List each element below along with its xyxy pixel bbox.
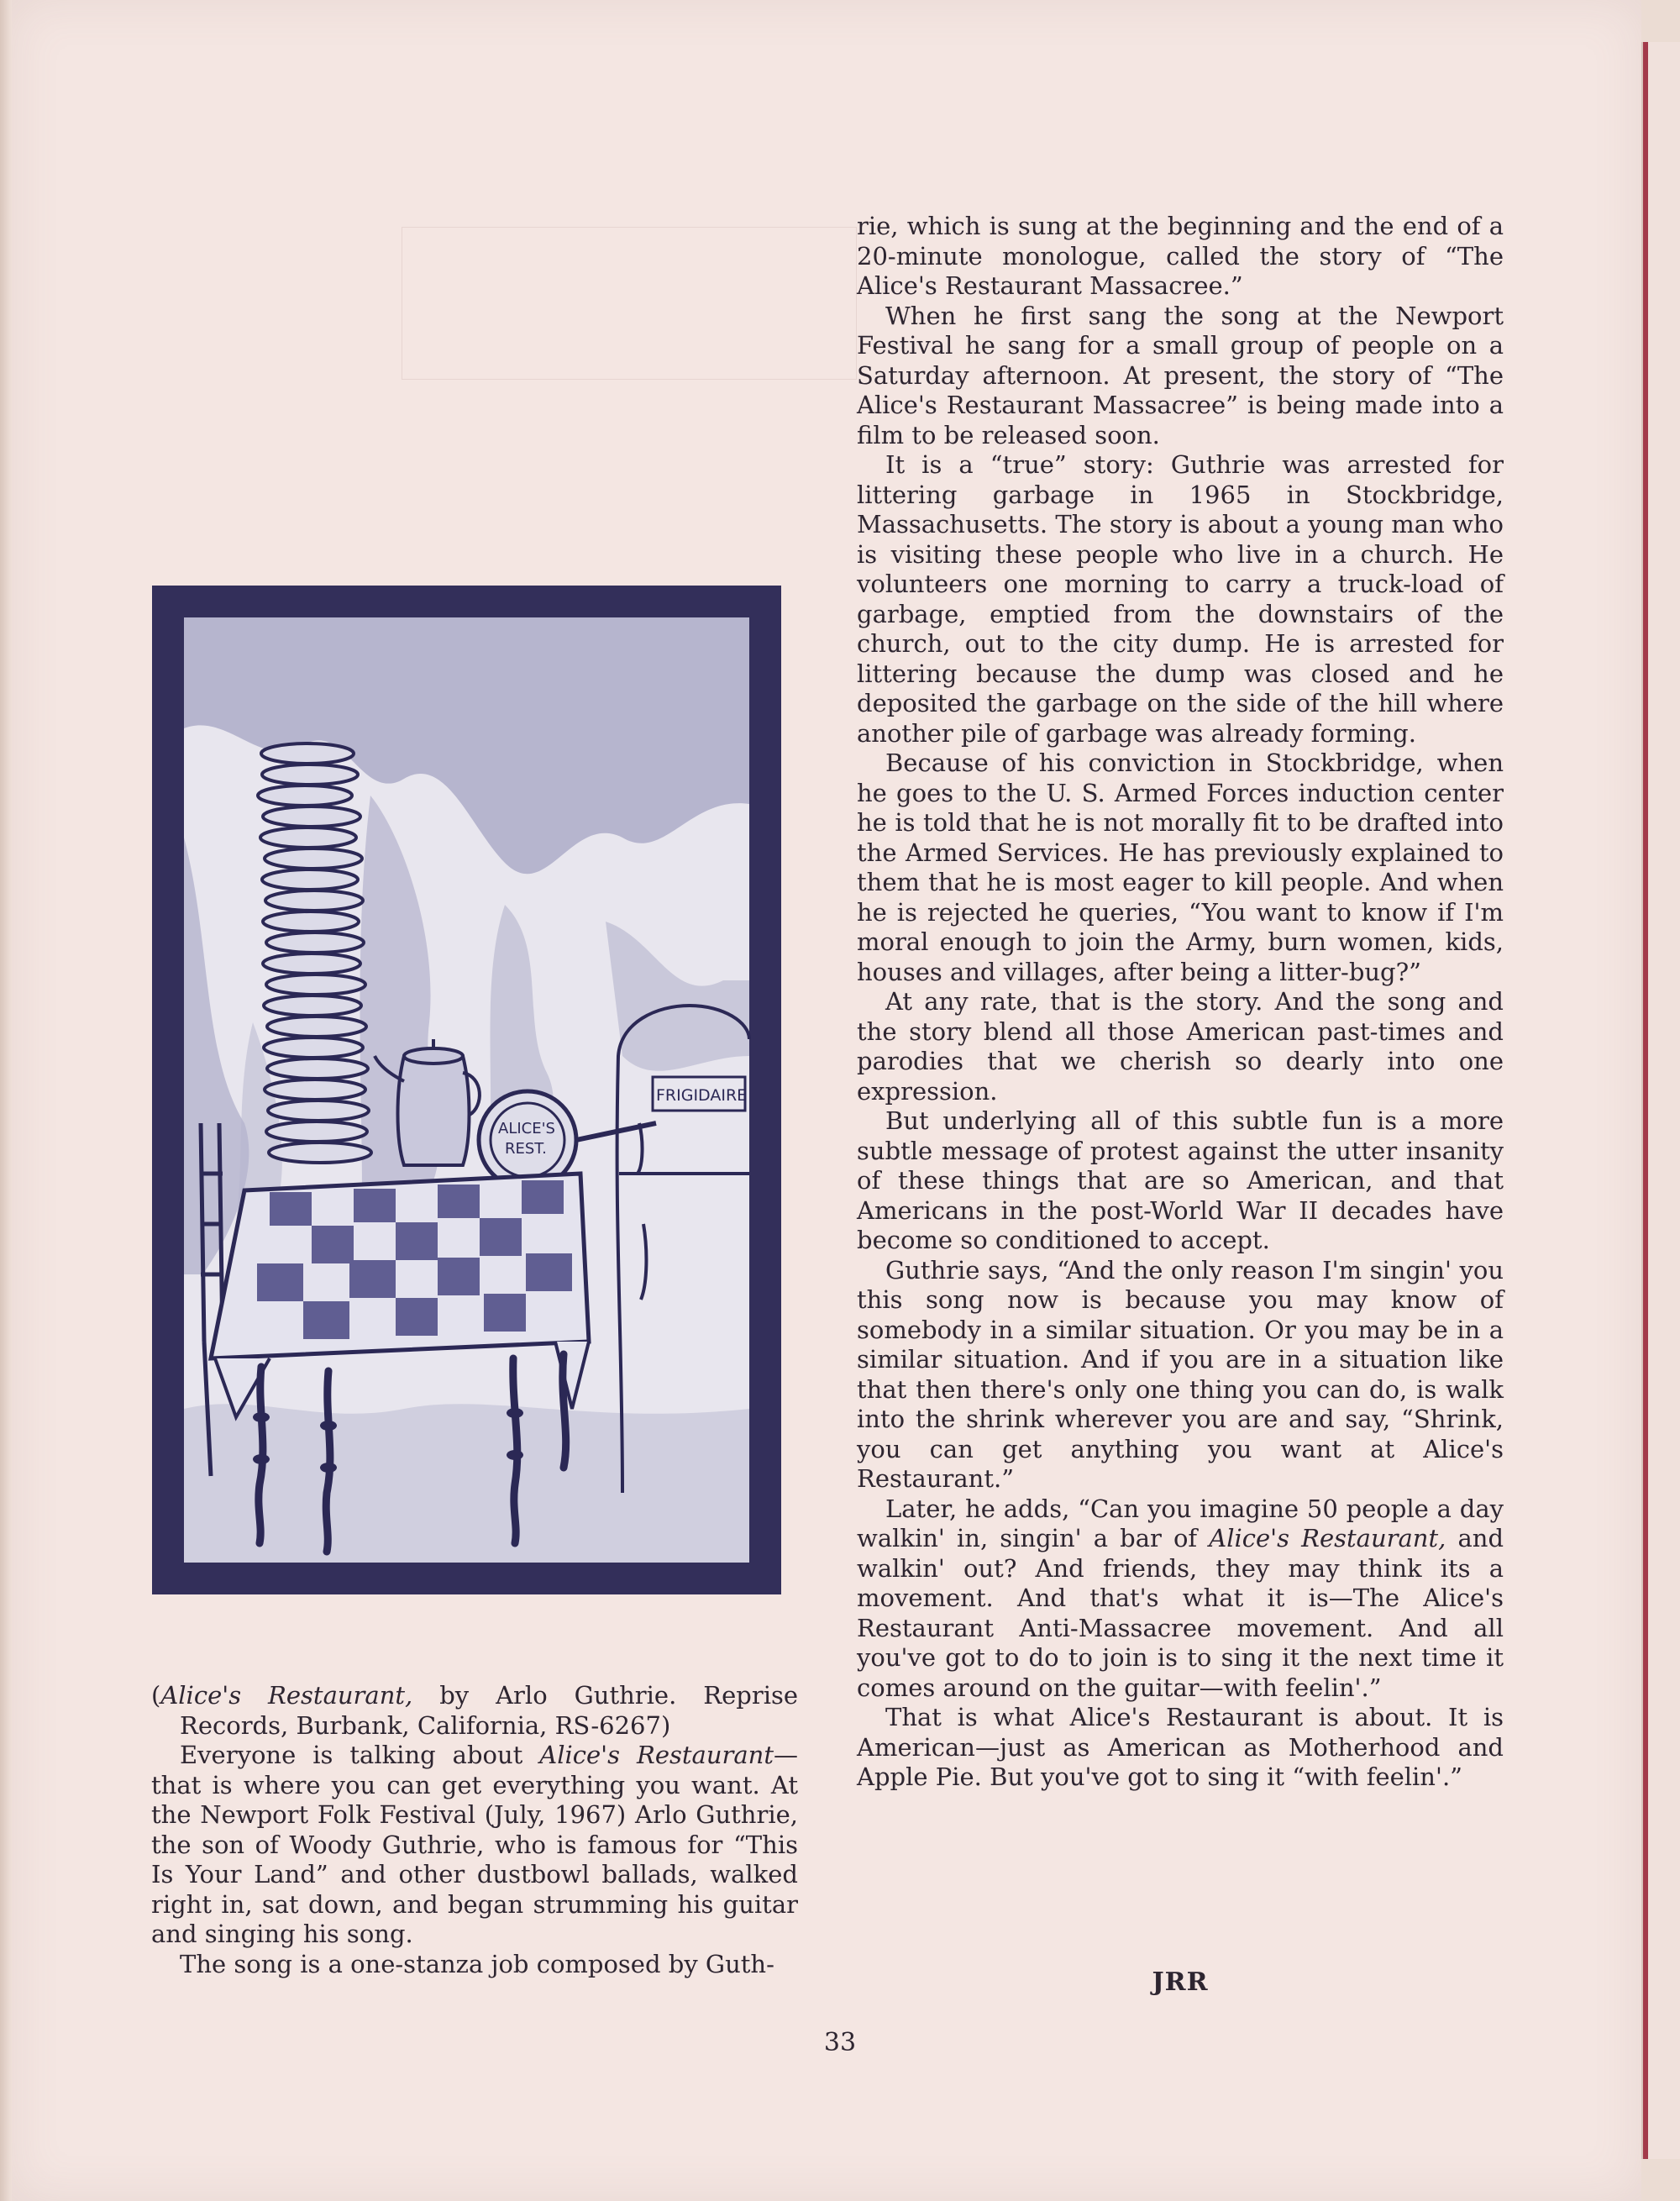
- paragraph-conclusion: That is what Alice's Restaurant is about. It is American—just as American as Motherhood and Apple Pie. But you've got to sing it “with feelin'.”: [857, 1703, 1504, 1791]
- paragraph-continuation: rie, which is sung at the beginning and the end of a 20-minute monologue, called the story of “The Alice's Restaurant Massacree.”: [857, 212, 1504, 300]
- later-text: Later, he adds, “Can you imagine 50 people a day walkin' in, singin' a bar of: [857, 1494, 1504, 1552]
- tin-label-line2: REST.: [505, 1140, 547, 1158]
- later-album-title: Alice's Restaurant,: [1209, 1524, 1446, 1552]
- paragraph-song: The song is a one-stanza job composed by Guth-: [180, 1949, 774, 1978]
- author-signature: JRR: [1152, 1967, 1209, 1997]
- caption-details: by Arlo Guthrie. Reprise Records, Burbank, California, RS-6267): [180, 1681, 799, 1740]
- page-binding-edge: [0, 0, 12, 2201]
- paragraph-guthrie-quote: Guthrie says, “And the only reason I'm singin' you this song now is because you may know of somebody in a similar situation. Or you may be in a similar situation. And if you are in a situation like that then there's only one thing you can do, is walk into the shrink wherever you are and say, “Shrink, you can get anything you want at Alice's Restaurant.”: [857, 1255, 1504, 1493]
- intro-text-rest: —that is where you can get everything you want. At the Newport Folk Festival (July, 1967) Arlo Guthrie, the son of Woody Guthrie, who is famous for “This Is Your Land” and other dustbowl ballads, walked right in, sat down, and began strumming his guitar and singing his song.: [151, 1741, 798, 1948]
- cover-edge: [1643, 42, 1648, 2159]
- review-caption: (Alice's Restaurant, by Arlo Guthrie. Reprise Records, Burbank, California, RS-6267): [151, 1681, 799, 1740]
- paragraph-intro: [151, 1741, 798, 1950]
- paragraph-protest: But underlying all of this subtle fun is a more subtle message of protest against the utter insanity of these things that are so American, and that Americans in the post-World War II decades have become so conditioned to accept.: [857, 1106, 1504, 1254]
- page-number: 33: [823, 2028, 857, 2057]
- later-text-rest: and walkin' out? And friends, they may think its a movement. And that's what it is—The Alice's Restaurant Anti-Massacree movement. And all you've got to do to join is to sing it the next time it comes around on the guitar—with feelin'.”: [857, 1524, 1504, 1702]
- right-column: [857, 212, 1504, 1793]
- fridge-brand-label: FRIGIDAIRE: [656, 1086, 748, 1105]
- paragraph-newport: When he first sang the song at the Newport Festival he sang for a small group of people on a Saturday afternoon. At present, the story of “The Alice's Restaurant Massacree” is being made into a film to be released soon.: [857, 301, 1504, 449]
- paragraph-conviction: Because of his conviction in Stockbridge, when he goes to the U. S. Armed Forces induction center he is told that he is not morally fit to be drafted into the Armed Services. He has previously explained to them that he is most eager to kill people. And when he is rejected he queries, “You want to know if I'm moral enough to join the Army, burn women, kids, houses and villages, after being a litter-bug?”: [857, 749, 1504, 986]
- left-column: [151, 1681, 798, 1979]
- tin-label-line1: ALICE'S: [498, 1120, 555, 1137]
- caption-album-title: Alice's Restaurant,: [160, 1681, 413, 1710]
- intro-album-title: Alice's Restaurant: [539, 1741, 774, 1769]
- paragraph-true-story: It is a “true” story: Guthrie was arrested for littering garbage in 1965 in Stockbridge, Massachusetts. The story is about a young man who is visiting these people who live in a church. He volunteers one morning to carry a truck-load of garbage, emptied from the downstairs of the church, out to the city dump. He is arrested for littering because the dump was closed and he deposited the garbage on the side of the hill where another pile of garbage was already forming.: [857, 450, 1504, 748]
- paragraph-later: [857, 1494, 1504, 1704]
- intro-text: Everyone is talking about: [180, 1741, 540, 1769]
- alices-restaurant-illustration: [152, 586, 781, 1594]
- paragraph-any-rate: At any rate, that is the story. And the song and the story blend all those American past-times and parodies that we cherish so dearly into one expression.: [857, 987, 1504, 1106]
- page-stack-edge: [1641, 42, 1680, 2159]
- show-through-box: [402, 227, 857, 380]
